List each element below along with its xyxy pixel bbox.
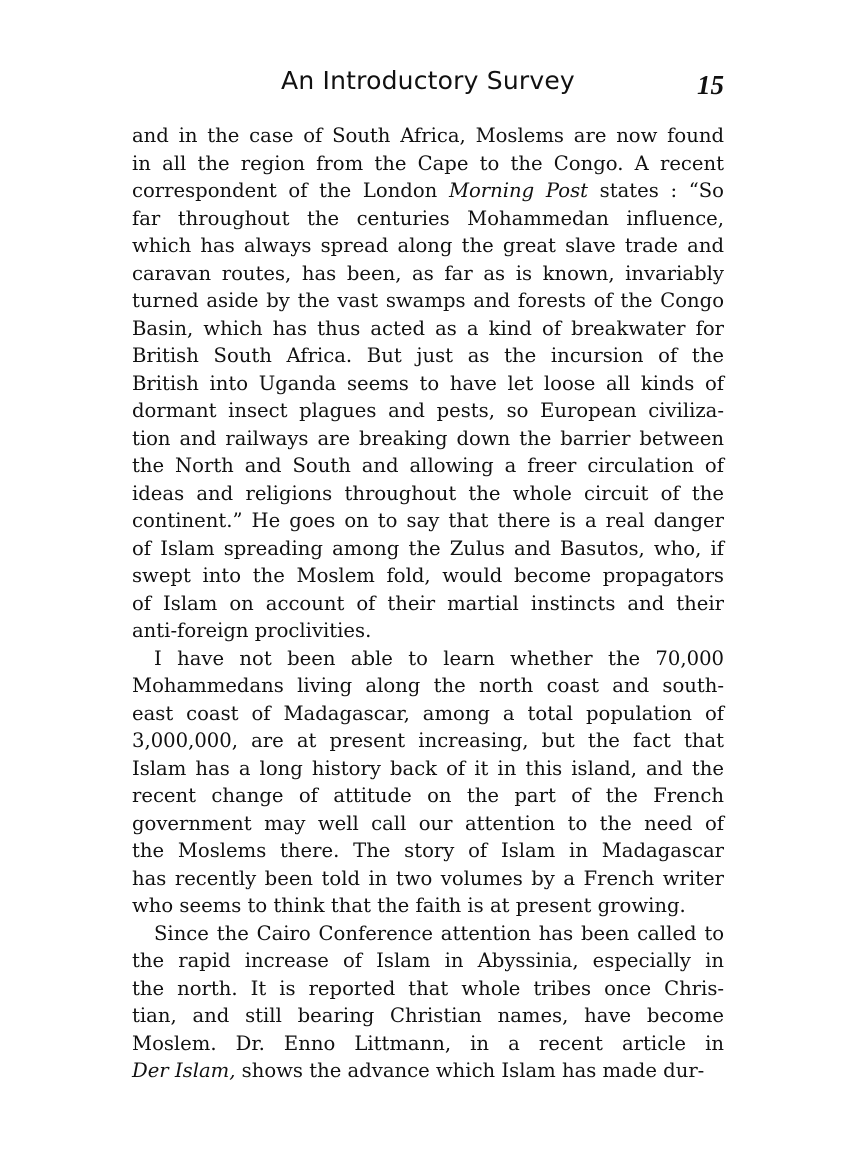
text-run: has recently been told in two volumes by a French writer bbox=[132, 866, 724, 890]
text-run: recent change of attitude on the part of the French bbox=[132, 784, 724, 807]
running-title: An Introductory Survey bbox=[281, 66, 575, 95]
text-line bbox=[132, 150, 724, 178]
text-line bbox=[132, 700, 724, 728]
text-line bbox=[132, 645, 724, 673]
paragraph bbox=[132, 920, 724, 1085]
text-run: 3,000,000, are at present increasing, but the fact that bbox=[132, 729, 724, 752]
text-line bbox=[132, 837, 724, 865]
text-run: tian, and still bearing Christian names, have become bbox=[132, 1004, 724, 1027]
text-line bbox=[132, 370, 724, 398]
text-line bbox=[132, 810, 724, 838]
text-line bbox=[132, 590, 724, 618]
text-run: tion and railways are breaking down the barrier between bbox=[132, 426, 724, 450]
text-line bbox=[132, 342, 724, 370]
text-run: Islam has a long history back of it in this island, and the bbox=[132, 756, 724, 780]
text-line bbox=[132, 947, 724, 975]
text-line bbox=[132, 260, 724, 288]
paragraph bbox=[132, 645, 724, 920]
text-line bbox=[132, 287, 724, 315]
text-line bbox=[132, 1030, 724, 1058]
text-line bbox=[132, 920, 724, 948]
text-line bbox=[132, 397, 724, 425]
text-line bbox=[132, 480, 724, 508]
text-line bbox=[132, 672, 724, 700]
text-line bbox=[132, 452, 724, 480]
text-line bbox=[132, 755, 724, 783]
text-line bbox=[132, 122, 724, 150]
text-run: Since the Cairo Conference attention has been called to bbox=[154, 921, 724, 945]
text-run: which has always spread along the great slave trade and bbox=[132, 234, 724, 257]
text-run: far throughout the centuries Mohammedan influence, bbox=[132, 206, 724, 230]
text-run: in all the region from the Cape to the Congo. A recent bbox=[132, 151, 724, 175]
text-run: anti-foreign proclivities. bbox=[132, 619, 372, 642]
text-line bbox=[132, 1002, 724, 1030]
text-line bbox=[132, 617, 724, 645]
text-run: ideas and religions throughout the whole circuit of the bbox=[132, 481, 724, 505]
paragraph bbox=[132, 122, 724, 645]
text-line bbox=[132, 177, 724, 205]
text-run: continent.” He goes on to say that there is a real danger bbox=[132, 509, 724, 532]
text-run: and in the case of South Africa, Moslems are now found bbox=[132, 124, 724, 147]
text-run: I have not been able to learn whether the 70,000 bbox=[154, 646, 724, 670]
text-run: swept into the Moslem fold, would become propagators bbox=[132, 564, 724, 587]
text-line bbox=[132, 205, 724, 233]
text-line bbox=[132, 1057, 724, 1085]
text-run: the rapid increase of Islam in Abyssinia, especially in bbox=[132, 949, 724, 972]
text-run: dormant insect plagues and pests, so European civiliza- bbox=[132, 399, 724, 422]
text-line bbox=[132, 892, 724, 920]
text-run: of Islam on account of their martial instincts and their bbox=[132, 591, 724, 615]
text-run: the Moslems there. The story of Islam in Madagascar bbox=[132, 839, 724, 862]
text-run: Mohammedans living along the north coast and south- bbox=[132, 674, 724, 697]
text-run: correspondent of the London bbox=[132, 179, 449, 202]
italic-title: Morning Post bbox=[448, 179, 588, 202]
italic-title: Der Islam, bbox=[132, 1059, 236, 1082]
text-run: states : “So bbox=[588, 179, 724, 202]
text-run: shows the advance which Islam has made dur- bbox=[235, 1059, 705, 1082]
text-line bbox=[132, 975, 724, 1003]
text-run: of Islam spreading among the Zulus and Basutos, who, if bbox=[132, 536, 724, 560]
text-run: the North and South and allowing a freer circulation of bbox=[132, 454, 724, 477]
running-head bbox=[132, 66, 724, 102]
text-line bbox=[132, 425, 724, 453]
text-line bbox=[132, 232, 724, 260]
text-run: British South Africa. But just as the incursion of the bbox=[132, 344, 724, 367]
text-run: Basin, which has thus acted as a kind of breakwater for bbox=[132, 316, 724, 340]
text-run: who seems to think that the faith is at present growing. bbox=[132, 894, 686, 917]
text-run: British into Uganda seems to have let loose all kinds of bbox=[132, 371, 724, 395]
text-run: government may well call our attention to the need of bbox=[132, 811, 724, 835]
text-line bbox=[132, 727, 724, 755]
text-run: turned aside by the vast swamps and forests of the Congo bbox=[132, 289, 724, 312]
text-run: the north. It is reported that whole tribes once Chris- bbox=[132, 976, 724, 1000]
text-run: Moslem. Dr. Enno Littmann, in a recent article in bbox=[132, 1031, 724, 1055]
text-run: east coast of Madagascar, among a total population of bbox=[132, 701, 724, 725]
page-number: 15 bbox=[697, 70, 724, 100]
text-line bbox=[132, 315, 724, 343]
text-line bbox=[132, 782, 724, 810]
text-run: caravan routes, has been, as far as is known, invariably bbox=[132, 261, 724, 285]
text-line bbox=[132, 535, 724, 563]
text-line bbox=[132, 507, 724, 535]
text-line bbox=[132, 562, 724, 590]
text-line bbox=[132, 865, 724, 893]
body-text bbox=[132, 122, 724, 1085]
